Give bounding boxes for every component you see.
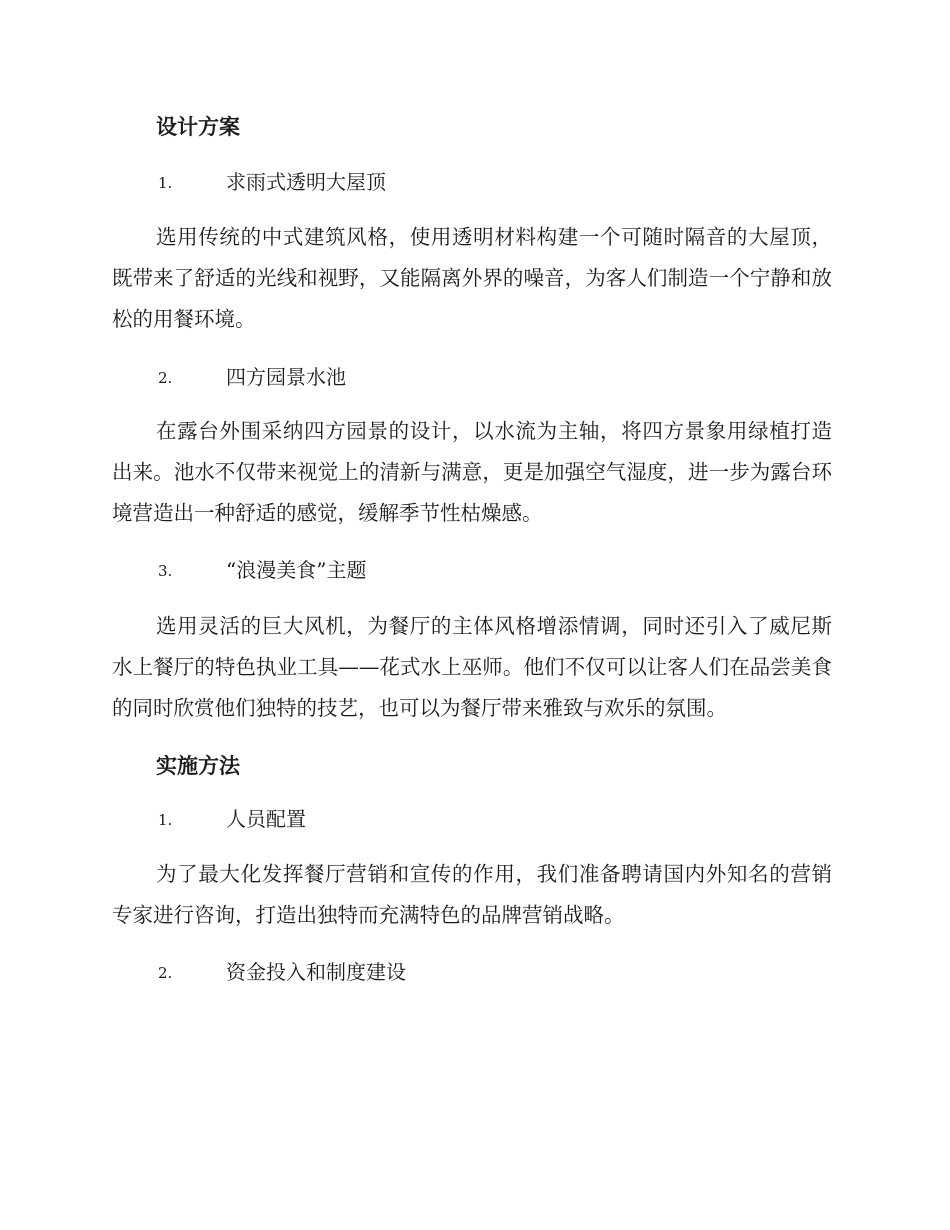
item-title: 人员配置 [226, 807, 306, 831]
design-item-1-body: 选用传统的中式建筑风格，使用透明材料构建一个可随时隔音的大屋顶，既带来了舒适的光线和视野，又能隔离外界的噪音，为客人们制造一个宁静和放松的用餐环境。 [112, 225, 832, 331]
item-number: 3. [158, 562, 173, 580]
item-number: 2. [158, 964, 173, 982]
item-title: 求雨式透明大屋顶 [226, 170, 386, 194]
section-heading-design: 设计方案 [156, 114, 240, 139]
item-number: 1. [158, 174, 173, 192]
item-title: 资金投入和制度建设 [226, 960, 406, 984]
item-title: 四方园景水池 [226, 365, 346, 389]
implementation-item-1 [158, 804, 306, 835]
item-number: 1. [158, 811, 173, 829]
section-heading-implementation: 实施方法 [156, 753, 240, 778]
implementation-item-1-body: 为了最大化发挥餐厅营销和宣传的作用，我们准备聘请国内外知名的营销专家进行咨询，打造出独特而充满特色的品牌营销战略。 [112, 862, 832, 927]
design-item-1 [158, 167, 386, 198]
design-item-3 [158, 555, 366, 586]
design-item-2 [158, 362, 346, 393]
design-item-3-body: 选用灵活的巨大风机，为餐厅的主体风格增添情调，同时还引入了威尼斯水上餐厅的特色执业工具——花式水上巫师。他们不仅可以让客人们在品尝美食的同时欣赏他们独特的技艺，也可以为餐厅带来雅致与欢乐的氛围。 [112, 614, 832, 720]
item-number: 2. [158, 369, 173, 387]
item-title: “浪漫美食”主题 [226, 558, 367, 582]
implementation-item-2 [158, 957, 406, 988]
design-item-2-body: 在露台外围采纳四方园景的设计，以水流为主轴，将四方景象用绿植打造出来。池水不仅带来视觉上的清新与满意，更是加强空气湿度，进一步为露台环境营造出一种舒适的感觉，缓解季节性枯燥感。 [112, 419, 832, 525]
